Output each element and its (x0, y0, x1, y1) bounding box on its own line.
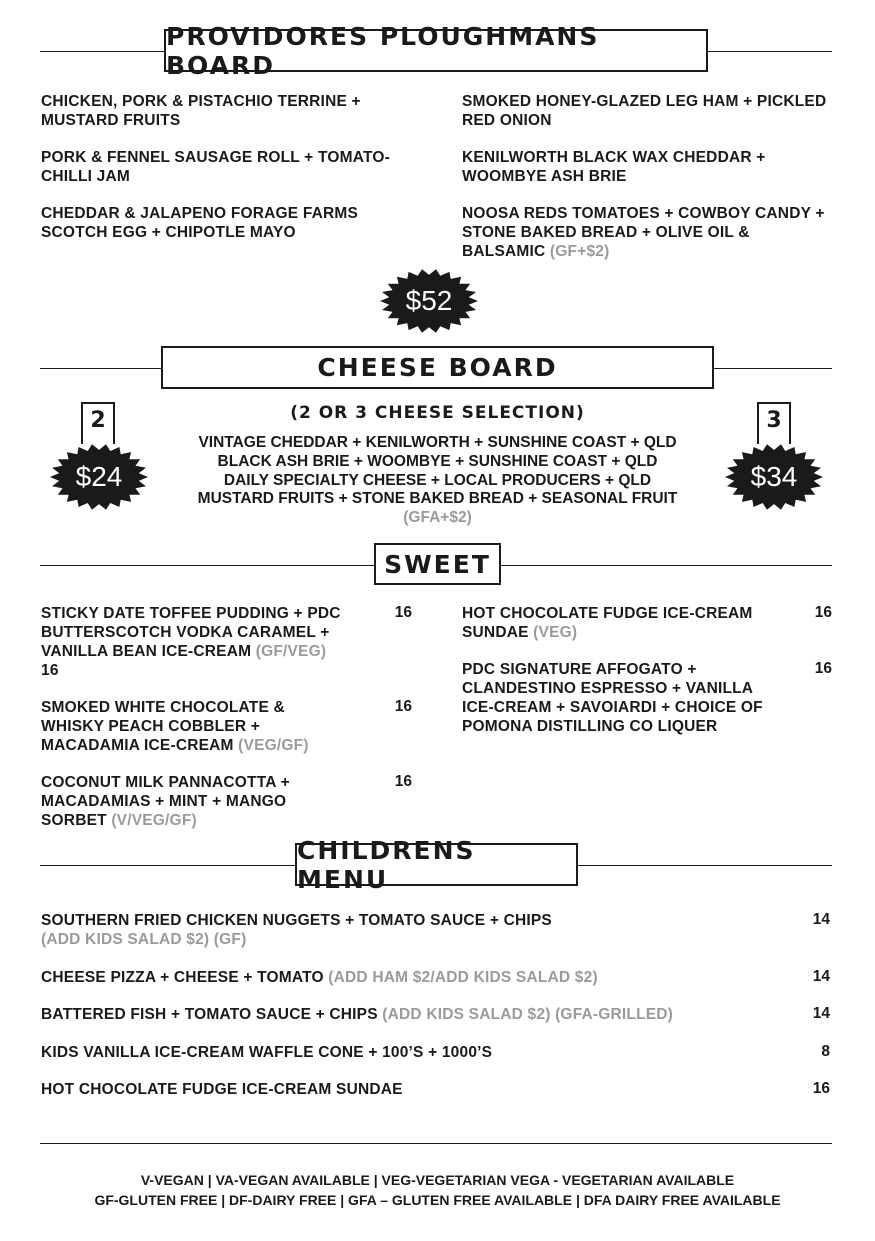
menu-item (41, 1005, 761, 1024)
dietary-note: (ADD KIDS SALAD $2) (GFA-GRILLED) (382, 1006, 674, 1023)
menu-item (41, 911, 721, 949)
item-text: CHEDDAR & JALAPENO FORAGE FARMS SCOTCH EGG + CHIPOTLE MAYO (41, 205, 359, 241)
footer-divider (40, 1143, 832, 1144)
item-text: PDC SIGNATURE AFFOGATO + CLANDESTINO ESPRESSO + VANILLA ICE-CREAM + SAVOIARDI + CHOICE OF POMONA DISTILLING CO LIQUER (462, 661, 763, 735)
sweet-header (40, 543, 832, 587)
section-title: CHEESE BOARD (161, 346, 714, 389)
item-text: KENILWORTH BLACK WAX CHEDDAR + WOOMBYE ASH BRIE (462, 149, 766, 185)
item-price: 14 (812, 911, 830, 928)
section-title: PROVIDORES PLOUGHMANS BOARD (164, 29, 708, 72)
item-text: KIDS VANILLA ICE-CREAM WAFFLE CONE + 100’S + 1000’S (41, 1044, 493, 1061)
footer-legend-line: V-VEGAN | VA-VEGAN AVAILABLE | VEG-VEGETARIAN VEGA - VEGETARIAN AVAILABLE (140, 1172, 735, 1188)
menu-item (41, 773, 341, 830)
item-text: COCONUT MILK PANNACOTTA + MACADAMIAS + MINT + MANGO SORBET (41, 774, 290, 829)
price: $24 (75, 461, 123, 492)
item-text: SMOKED HONEY-GLAZED LEG HAM + PICKLED RED ONION (462, 93, 827, 129)
item-price: 16 (394, 698, 412, 715)
cheese-count-two: 2 (81, 402, 115, 444)
price: $52 (405, 285, 453, 316)
menu-item (462, 148, 832, 186)
footer-legend-line: GF-GLUTEN FREE | DF-DAIRY FREE | GFA – GLUTEN FREE AVAILABLE | DFA DAIRY FREE AVAILABLE (94, 1192, 781, 1208)
item-text: HOT CHOCOLATE FUDGE ICE-CREAM SUNDAE (462, 605, 753, 641)
item-text: CHEESE PIZZA + CHEESE + TOMATO (41, 969, 324, 986)
menu-item (41, 148, 421, 186)
item-text: PORK & FENNEL SAUSAGE ROLL + TOMATO-CHILLI JAM (41, 149, 390, 185)
item-price: 16 (814, 604, 832, 621)
childrens-header (40, 835, 832, 894)
menu-item (41, 1080, 761, 1099)
item-text: STICKY DATE TOFFEE PUDDING + PDC BUTTERSCOTCH VODKA CARAMEL + VANILLA BEAN ICE-CREAM (41, 605, 341, 660)
menu-item (462, 204, 834, 261)
menu-item (462, 660, 782, 736)
dietary-note: (ADD HAM $2/ADD KIDS SALAD $2) (328, 969, 598, 986)
price-badge (379, 268, 479, 334)
price: $34 (750, 461, 798, 492)
dietary-note: (V/VEG/GF) (111, 812, 197, 829)
dietary-note: (VEG) (533, 624, 578, 641)
item-text: SOUTHERN FRIED CHICKEN NUGGETS + TOMATO SAUCE + CHIPS (41, 912, 552, 929)
price-badge-three (724, 443, 824, 511)
item-price: 14 (812, 968, 830, 985)
menu-item (41, 92, 421, 130)
dietary-note: (GFA+$2) (403, 509, 472, 526)
dietary-note: (VEG/GF) (238, 737, 309, 754)
menu-item (41, 604, 341, 680)
price-badge-two (49, 443, 149, 511)
cheese-line: VINTAGE CHEDDAR + KENILWORTH + SUNSHINE COAST + QLD (198, 434, 677, 451)
dietary-note: (ADD KIDS SALAD $2) (GF) (41, 931, 247, 948)
item-text: HOT CHOCOLATE FUDGE ICE-CREAM SUNDAE (41, 1081, 403, 1098)
item-price: 8 (821, 1043, 830, 1060)
section-title: CHILDRENS MENU (295, 843, 578, 886)
item-price: 16 (394, 604, 412, 621)
ploughmans-header (40, 21, 832, 80)
cheese-subtitle: (2 OR 3 CHEESE SELECTION) (290, 403, 585, 423)
menu-item (462, 604, 762, 642)
item-text: BATTERED FISH + TOMATO SAUCE + CHIPS (41, 1006, 378, 1023)
menu-item (41, 204, 421, 242)
cheese-count-three: 3 (757, 402, 791, 444)
cheese-line: BLACK ASH BRIE + WOOMBYE + SUNSHINE COAST + QLD (217, 453, 658, 470)
menu-item (41, 698, 341, 755)
item-text: CHICKEN, PORK & PISTACHIO TERRINE + MUSTARD FRUITS (41, 93, 361, 129)
cheese-header (40, 346, 832, 390)
cheese-line: DAILY SPECIALTY CHEESE + LOCAL PRODUCERS + QLD (223, 472, 652, 489)
cheese-line: MUSTARD FRUITS + STONE BAKED BREAD + SEASONAL FRUIT (197, 490, 678, 507)
menu-item (462, 92, 832, 130)
dietary-note: (GF+$2) (549, 243, 610, 260)
item-text: NOOSA REDS TOMATOES + COWBOY CANDY + STONE BAKED BREAD + OLIVE OIL & BALSAMIC (462, 205, 825, 260)
item-price: 16 (394, 773, 412, 790)
menu-item (41, 1043, 761, 1062)
item-price: 16 (814, 660, 832, 677)
menu-item (41, 968, 761, 987)
item-price: 16 (812, 1080, 830, 1097)
item-price: 14 (812, 1005, 830, 1022)
item-suffix: 16 (41, 662, 59, 679)
section-title: SWEET (374, 543, 501, 585)
dietary-note: (GF/VEG) (255, 643, 327, 660)
item-text: SMOKED WHITE CHOCOLATE & WHISKY PEACH COBBLER + MACADAMIA ICE-CREAM (41, 699, 285, 754)
